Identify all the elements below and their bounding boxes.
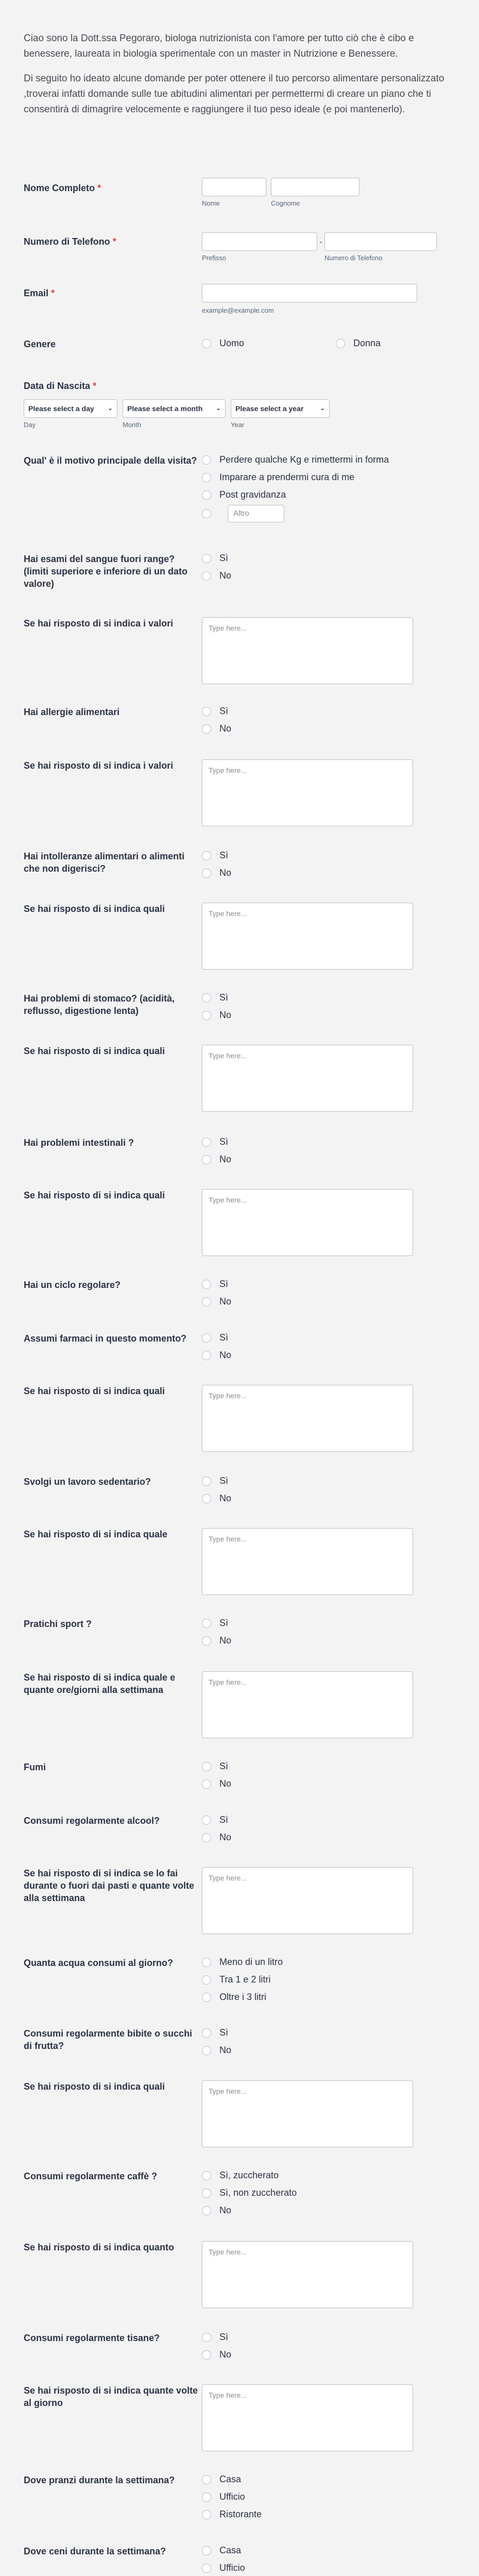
lunch-place-ufficio[interactable]: Ufficio [202, 2492, 245, 2502]
intestinal-no[interactable]: No [202, 1154, 231, 1165]
intolerances-label: Hai intolleranze alimentari o alimenti che non digerisci? [24, 851, 185, 874]
water-label: Quanta acqua consumi al giorno? [24, 1958, 174, 1968]
birth-day-select[interactable]: Please select a day ⌄ [24, 399, 117, 418]
phone-prefix-sublabel: Prefisso [202, 254, 226, 262]
allergies-yes[interactable]: Sì [202, 706, 228, 717]
intestinal-details-textarea[interactable]: Type here... [202, 1189, 413, 1256]
birth-month-sublabel: Month [123, 421, 142, 429]
birth-year-select[interactable]: Please select a year ⌄ [231, 399, 330, 418]
last-name-input[interactable] [271, 178, 360, 196]
tea-label: Consumi regolarmente tisane? [24, 2333, 160, 2343]
intro-paragraph-2: Di seguito ho ideato alcune domande per poter ottenere il tuo percorso alimentare personalizzato ,troverai infatti domande sulle tue abitudini alimentari per permettermi di creare un piano che ti consentirà di dimagrire velocemente e raggiungere il tuo peso ideale (e poi mantenerlo). [24, 73, 444, 115]
water-option-3[interactable]: Oltre i 3 litri [202, 1992, 266, 2003]
email-input[interactable] [202, 284, 417, 302]
drugs-label: Assumi farmaci in questo momento? [24, 1333, 187, 1344]
stomach-no[interactable]: No [202, 1010, 231, 1021]
smoke-yes[interactable]: Sì [202, 1761, 228, 1772]
tea-details-textarea[interactable]: Type here... [202, 2384, 413, 2451]
phone-number-input[interactable] [324, 232, 437, 251]
drinks-label: Consumi regolarmente bibite o succhi di frutta? [24, 2028, 193, 2051]
blood-test-label: Hai esami del sangue fuori range? (limiti superiore e inferiore di un dato valore) [24, 554, 188, 589]
chevron-down-icon: ⌄ [319, 404, 325, 412]
drugs-yes[interactable]: Sì [202, 1332, 228, 1343]
intestinal-yes[interactable]: Sì [202, 1137, 228, 1147]
drugs-no[interactable]: No [202, 1350, 231, 1361]
goal-label: Qual' è il motivo principale della visita? [24, 455, 197, 466]
coffee-option-2[interactable]: Sì, non zuccherato [202, 2188, 297, 2198]
lunch-place-ristorante[interactable]: Ristorante [202, 2509, 262, 2520]
alcohol-details-label: Se hai risposto di si indica se lo fai durante o fuori dai pasti e quante volte alla settimana [24, 1868, 195, 1903]
birth-day-sublabel: Day [24, 421, 36, 429]
job-details-label: Se hai risposto di si indica quale [24, 1529, 168, 1539]
sport-details-label: Se hai risposto di si indica quale e quante ore/giorni alla settimana [24, 1672, 176, 1695]
email-label: Email * [24, 288, 55, 298]
cycle-yes[interactable]: Sì [202, 1279, 228, 1290]
goal-option-1[interactable]: Perdere qualche Kg e rimettermi in forma [202, 454, 389, 465]
lunch-place-casa[interactable]: Casa [202, 2474, 241, 2485]
intestinal-label: Hai problemi intestinali ? [24, 1138, 134, 1148]
drinks-details-textarea[interactable]: Type here... [202, 2080, 413, 2147]
coffee-details-textarea[interactable]: Type here... [202, 2241, 413, 2308]
intolerances-yes[interactable]: Sì [202, 850, 228, 861]
coffee-details-label: Se hai risposto di si indica quanto [24, 2242, 175, 2252]
water-option-2[interactable]: Tra 1 e 2 litri [202, 1974, 270, 1985]
job-label: Svolgi un lavoro sedentario? [24, 1477, 151, 1487]
job-no[interactable]: No [202, 1493, 231, 1504]
job-yes[interactable]: Sì [202, 1476, 228, 1486]
tea-no[interactable]: No [202, 2349, 231, 2360]
alcohol-details-textarea[interactable]: Type here... [202, 1867, 413, 1934]
name-label: Nome Completo * [24, 183, 101, 193]
intolerances-no[interactable]: No [202, 868, 231, 878]
tea-yes[interactable]: Sì [202, 2332, 228, 2343]
blood-test-yes[interactable]: Sì [202, 553, 228, 564]
allergies-details-textarea[interactable]: Type here... [202, 759, 413, 826]
sport-yes[interactable]: Sì [202, 1618, 228, 1629]
alcohol-yes[interactable]: Sì [202, 1815, 228, 1825]
intolerances-details-label: Se hai risposto di si indica quali [24, 904, 165, 914]
alcohol-no[interactable]: No [202, 1832, 231, 1843]
intestinal-details-label: Se hai risposto di si indica quali [24, 1190, 165, 1200]
birth-month-select[interactable]: Please select a month ⌄ [123, 399, 226, 418]
chevron-down-icon: ⌄ [215, 404, 221, 412]
cycle-no[interactable]: No [202, 1296, 231, 1307]
drinks-details-label: Se hai risposto di si indica quali [24, 2081, 165, 2092]
blood-test-details-label: Se hai risposto di si indica i valori [24, 618, 174, 629]
alcohol-label: Consumi regolarmente alcool? [24, 1816, 160, 1826]
allergies-no[interactable]: No [202, 723, 231, 734]
sport-label: Pratichi sport ? [24, 1619, 92, 1629]
drinks-yes[interactable]: Sì [202, 2027, 228, 2038]
smoke-no[interactable]: No [202, 1778, 231, 1789]
drugs-details-label: Se hai risposto di si indica quali [24, 1386, 165, 1396]
phone-label: Numero di Telefono * [24, 236, 116, 247]
goal-other-input[interactable]: Altro [228, 505, 284, 522]
chevron-down-icon: ⌄ [107, 404, 113, 412]
intro-paragraph-1: Ciao sono la Dott.ssa Pegoraro, biologa nutrizionista con l'amore per tutto ciò che è cibo e benessere, laureata in biologia sperimentale con un master in Nutrizione e Benessere. [24, 33, 414, 59]
drugs-details-textarea[interactable]: Type here... [202, 1385, 413, 1452]
stomach-label: Hai problemi di stomaco? (acidità, reflusso, digestione lenta) [24, 993, 175, 1016]
last-name-sublabel: Cognome [271, 199, 300, 207]
lunch-place-label: Dove pranzi durante la settimana? [24, 2475, 175, 2485]
job-details-textarea[interactable]: Type here... [202, 1528, 413, 1595]
stomach-details-textarea[interactable]: Type here... [202, 1045, 413, 1112]
birth-year-sublabel: Year [231, 421, 245, 429]
first-name-sublabel: Nome [202, 199, 220, 207]
gender-label: Genere [24, 339, 56, 349]
birth-label: Data di Nascita * [24, 381, 97, 391]
intro [24, 31, 455, 117]
coffee-option-3[interactable]: No [202, 2205, 231, 2216]
water-option-1[interactable]: Meno di un litro [202, 1957, 283, 1968]
blood-test-no[interactable]: No [202, 570, 231, 581]
phone-number-sublabel: Numero di Telefono [324, 254, 383, 262]
tea-details-label: Se hai risposto di si indica quante volte al giorno [24, 2385, 198, 2408]
sport-details-textarea[interactable]: Type here... [202, 1671, 413, 1738]
gender-option-donna[interactable]: Donna [336, 338, 381, 349]
phone-dash: - [319, 236, 322, 247]
dinner-place-label: Dove ceni durante la settimana? [24, 2546, 166, 2556]
stomach-yes[interactable]: Sì [202, 992, 228, 1003]
dinner-place-casa[interactable]: Casa [202, 2545, 241, 2556]
allergies-details-label: Se hai risposto di si indica i valori [24, 760, 174, 771]
goal-option-3[interactable]: Post gravidanza [202, 489, 286, 500]
cycle-label: Hai un ciclo regolare? [24, 1280, 121, 1290]
first-name-input[interactable] [202, 178, 266, 196]
email-sublabel: example@example.com [202, 307, 274, 314]
stomach-details-label: Se hai risposto di si indica quali [24, 1046, 165, 1056]
blood-test-details-textarea[interactable]: Type here... [202, 617, 413, 684]
phone-prefix-input[interactable] [202, 232, 317, 251]
goal-option-other[interactable] [202, 509, 219, 518]
intolerances-details-textarea[interactable]: Type here... [202, 903, 413, 970]
sport-no[interactable]: No [202, 1635, 231, 1646]
coffee-label: Consumi regolarmente caffè ? [24, 2171, 158, 2181]
allergies-label: Hai allergie alimentari [24, 707, 120, 717]
drinks-no[interactable]: No [202, 2045, 231, 2056]
smoke-label: Fumi [24, 1762, 46, 1772]
coffee-option-1[interactable]: Sì, zuccherato [202, 2170, 279, 2181]
goal-option-2[interactable]: Imparare a prendermi cura di me [202, 472, 354, 483]
dinner-place-ufficio[interactable]: Ufficio [202, 2563, 245, 2573]
gender-option-uomo[interactable]: Uomo [202, 338, 244, 349]
